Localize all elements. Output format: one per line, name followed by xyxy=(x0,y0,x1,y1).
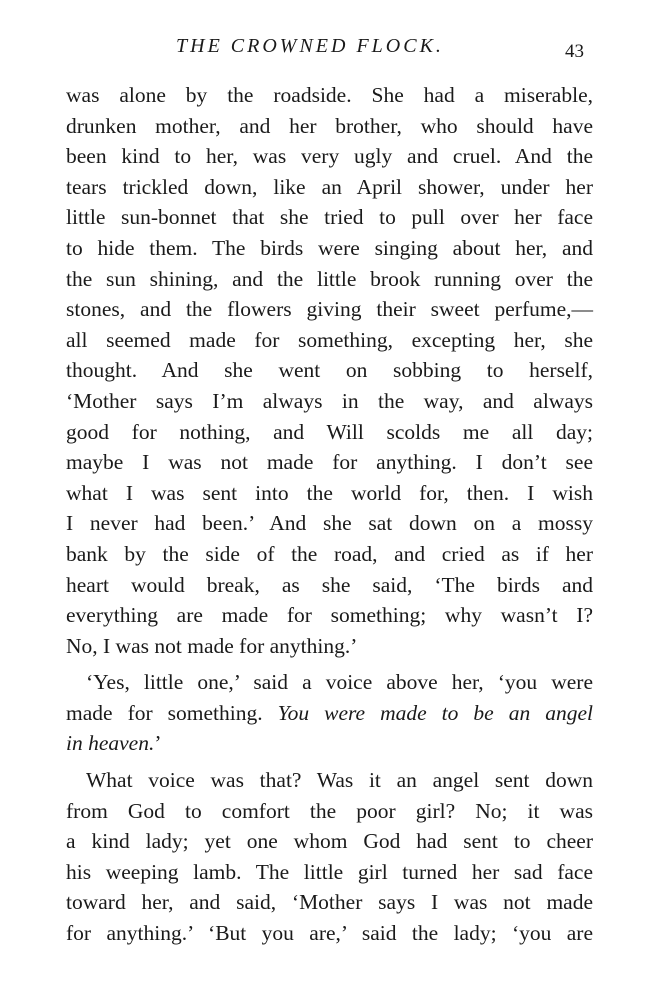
text-line: his weeping lamb. The little girl turned her sad face xyxy=(66,859,593,884)
body-text xyxy=(66,80,593,949)
text-line: I never had been.’ And she sat down on a mossy xyxy=(66,511,593,536)
text-line: drunken mother, and her brother, who should have xyxy=(66,113,593,138)
running-title: THE CROWNED FLOCK. xyxy=(176,35,444,57)
text-line: for anything.’ ‘But you are,’ said the lady; ‘you are xyxy=(66,921,593,946)
text-line: bank by the side of the road, and cried as if her xyxy=(66,541,593,566)
text-line: from God to comfort the poor girl? No; it was xyxy=(66,798,593,823)
paragraph-2 xyxy=(66,667,593,759)
paragraph-1 xyxy=(66,80,593,661)
text-line: maybe I was not made for anything. I don’t see xyxy=(66,450,593,475)
page-number: 43 xyxy=(565,41,584,62)
text-line: tears trickled down, like an April shower, under her xyxy=(66,174,593,199)
text-line: stones, and the flowers giving their sweet perfume,— xyxy=(66,297,593,322)
text-line: heart would break, as she said, ‘The birds and xyxy=(66,572,593,597)
text-line: everything are made for something; why wasn’t I? xyxy=(66,603,593,628)
text-line: No, I was not made for anything.’ xyxy=(66,633,358,658)
text-line: What voice was that? Was it an angel sent down xyxy=(86,768,593,793)
italic-text: in heaven. xyxy=(66,731,155,756)
italic-text: You were made to be an angel xyxy=(277,700,593,725)
text-line: little sun-bonnet that she tried to pull over her face xyxy=(66,205,593,230)
plain-text: made for something. xyxy=(66,700,278,725)
text-line: ‘Mother says I’m always in the way, and always xyxy=(66,388,593,413)
text-line: what I was sent into the world for, then. I wish xyxy=(66,480,593,505)
text-line: a kind lady; yet one whom God had sent to cheer xyxy=(66,829,593,854)
text-line: good for nothing, and Will scolds me all day; xyxy=(66,419,593,444)
text-line: all seemed made for something, excepting her, she xyxy=(66,327,593,352)
text-line: toward her, and said, ‘Mother says I was not made xyxy=(66,890,593,915)
text-line: ‘Yes, little one,’ said a voice above her, ‘you were xyxy=(86,670,593,695)
text-line: been kind to her, was very ugly and cruel. And the xyxy=(66,144,593,169)
text-line xyxy=(66,698,593,729)
text-line xyxy=(66,728,593,759)
closing-quote: ’ xyxy=(154,731,162,756)
text-line: to hide them. The birds were singing about her, and xyxy=(66,235,593,260)
paragraph-3 xyxy=(66,765,593,949)
text-line: the sun shining, and the little brook running over the xyxy=(66,266,593,291)
text-line: thought. And she went on sobbing to herself, xyxy=(66,358,593,383)
text-line: was alone by the roadside. She had a miserable, xyxy=(66,83,593,107)
